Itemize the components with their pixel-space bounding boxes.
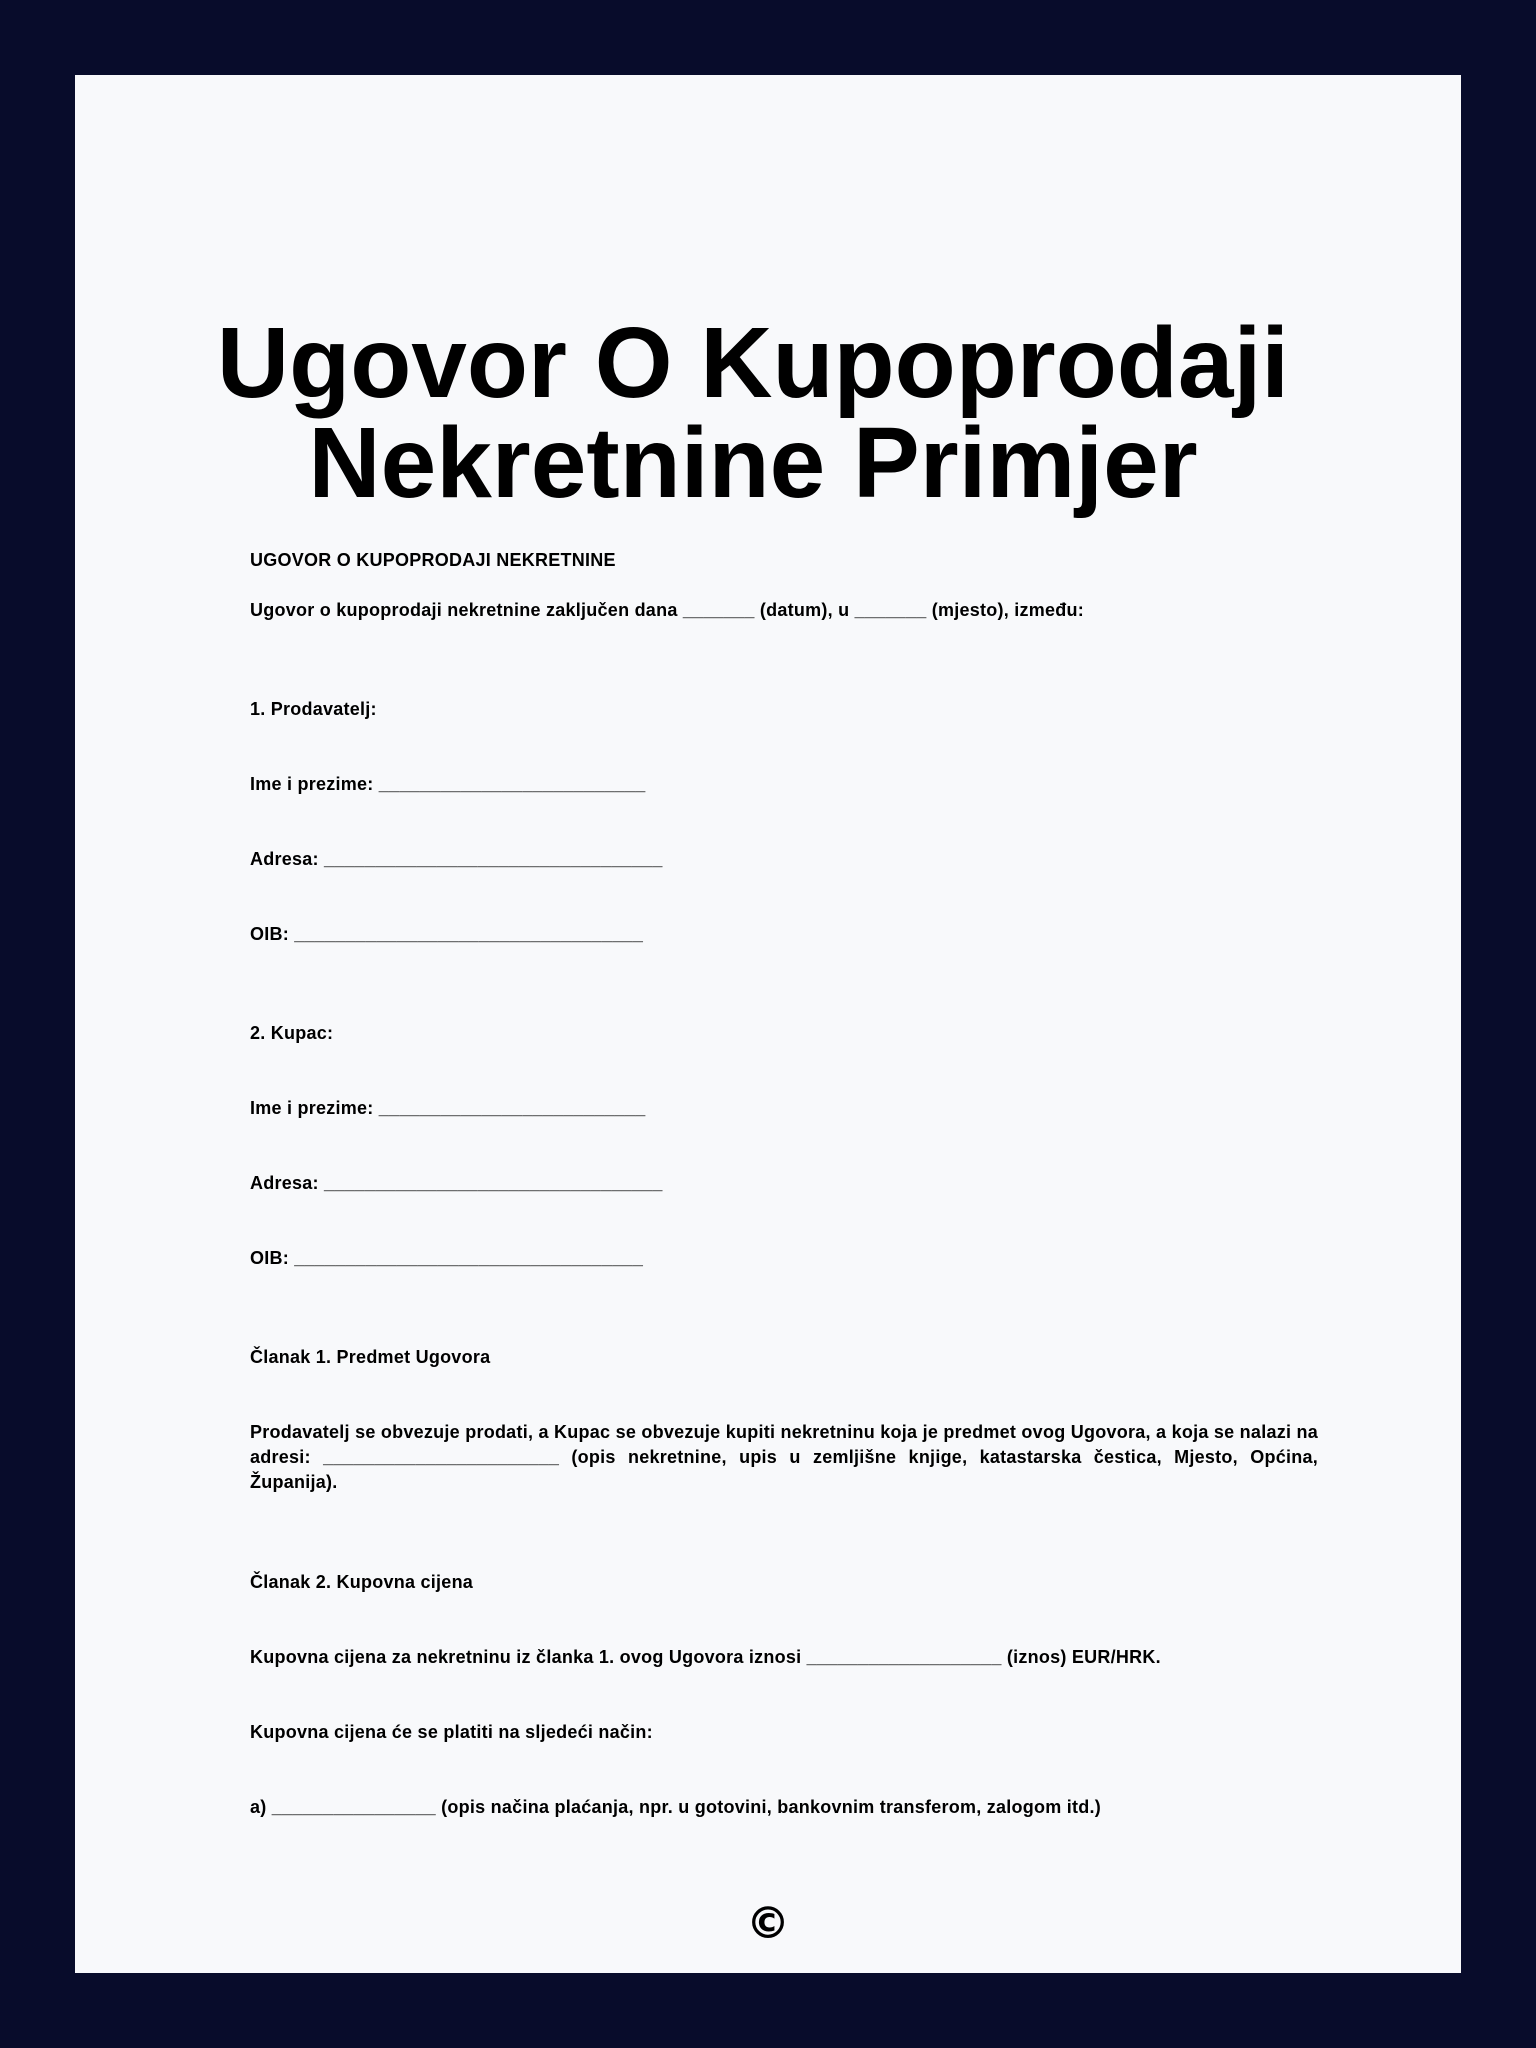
title-line-1: Ugovor O Kupoprodaji bbox=[216, 307, 1290, 419]
seller-oib-field: OIB: __________________________________ bbox=[250, 924, 644, 944]
article-2-heading: Članak 2. Kupovna cijena bbox=[250, 1572, 474, 1592]
contract-heading: UGOVOR O KUPOPRODAJI NEKRETNINE bbox=[250, 550, 616, 570]
article-2-price-text: Kupovna cijena za nekretninu iz članka 1. ovog Ugovora iznosi ___________________ (iznos) EUR/HRK. bbox=[250, 1647, 1161, 1667]
buyer-label: 2. Kupac: bbox=[250, 1023, 334, 1043]
document-page bbox=[75, 75, 1461, 1973]
article-1-heading: Članak 1. Predmet Ugovora bbox=[250, 1347, 491, 1367]
page-title bbox=[75, 307, 1461, 519]
buyer-name-field: Ime i prezime: __________________________ bbox=[250, 1098, 646, 1118]
seller-name-field: Ime i prezime: __________________________ bbox=[250, 774, 646, 794]
copyright-icon: © bbox=[746, 1898, 790, 1949]
article-2-payment-option-a: a) ________________ (opis načina plaćanja, npr. u gotovini, bankovnim transferom, zalogom itd.) bbox=[250, 1797, 1102, 1817]
article-2-payment-intro: Kupovna cijena će se platiti na sljedeći način: bbox=[250, 1722, 653, 1742]
buyer-oib-field: OIB: __________________________________ bbox=[250, 1248, 644, 1268]
seller-address-field: Adresa: _________________________________ bbox=[250, 849, 663, 869]
title-line-2: Nekretnine Primjer bbox=[308, 407, 1198, 519]
seller-label: 1. Prodavatelj: bbox=[250, 699, 377, 719]
contract-intro: Ugovor o kupoprodaji nekretnine zaključen dana _______ (datum), u _______ (mjesto), između: bbox=[250, 600, 1084, 620]
article-1-text: Prodavatelj se obvezuje prodati, a Kupac se obvezuje kupiti nekretninu koja je predmet ovog Ugovora, a koja se nalazi na adresi: _______________________ (opis nekretnine, upis u zemljišne knjige, katastarska čestica, Mjesto, Općina, Županija). bbox=[250, 1422, 1318, 1492]
buyer-address-field: Adresa: _________________________________ bbox=[250, 1173, 663, 1193]
